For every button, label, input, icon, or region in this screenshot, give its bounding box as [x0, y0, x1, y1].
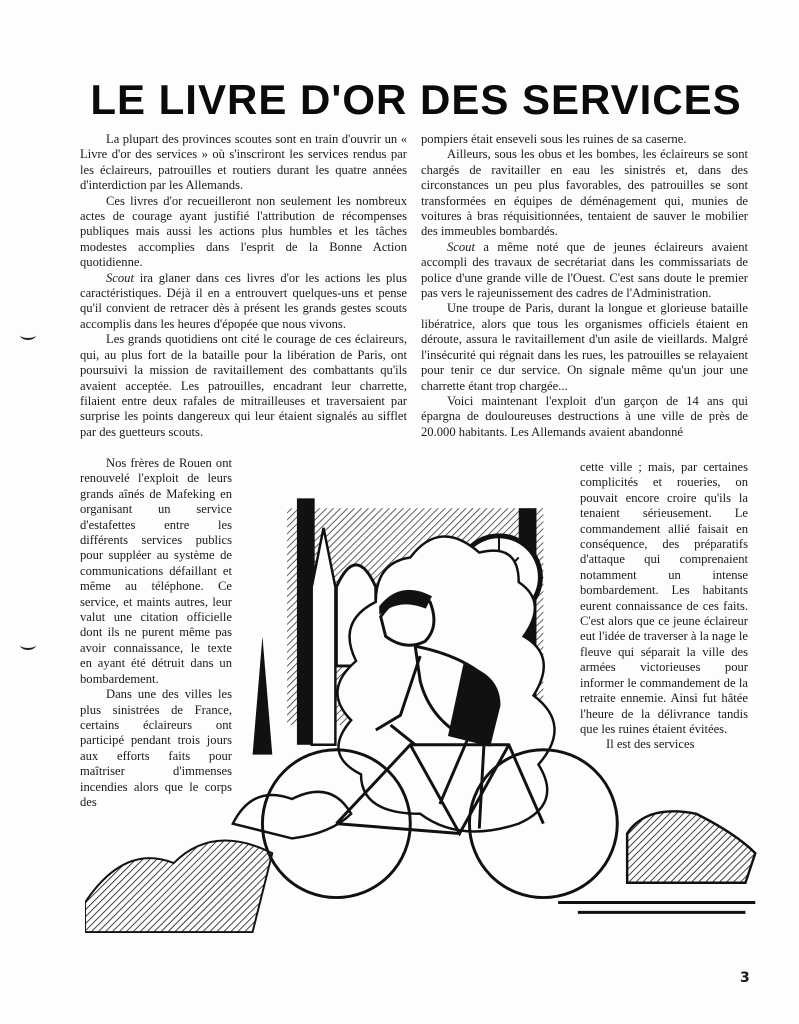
column-2	[421, 132, 748, 440]
paragraph-text: cette ville ; mais, par certaines complicités et roueries, on pouvait encore croire qu'ils la tenaient sérieusement. Le commandement allié faisait en conséquence, des préparatifs d'attaque qui comprenaient notamment un intense bombardement. Les habitants eurent connaissance de ces faits. C'est alors que ce jeune éclaireur eut l'idée de traverser à la nage le fleuve qui séparait la ville des armées victorieuses pour informer le commandement de la retraite ennemie. Ainsi fut hâtée l'heure de la délivrance tandis que les ruines étaient évitées.	[580, 460, 748, 736]
paragraph	[421, 147, 748, 239]
paragraph	[421, 301, 748, 393]
paragraph	[80, 132, 407, 194]
binding-hole-mark	[20, 330, 36, 340]
paragraph	[421, 240, 748, 302]
paragraph	[421, 132, 748, 147]
paragraph-text: Ces livres d'or recueilleront non seulement les nombreux actes de courage ayant justifié l'attribution de récompenses publiques mais aussi les actions plus humbles et les tâches modestes accomplies dans l'esprit de la Bonne Action quotidienne.	[80, 193, 407, 270]
paragraph-text: pompiers était enseveli sous les ruines de sa caserne.	[421, 132, 687, 146]
paragraph-text: Les grands quotidiens ont cité le courage de ces éclaireurs, qui, au plus fort de la bataille pour la libération de Paris, ont poursuivi la mission de ravitaillement des combattants qu'ils avaient acceptée. Les patrouilles, encadrant leur charrette, filaient entre deux rafales de mitrailleuses et traversaient par surprise les points dangereux qui leur étaient signalés au sifflet par des guetteurs scouts.	[80, 332, 407, 439]
article-title: LE LIVRE D'OR DES SERVICES	[90, 76, 742, 123]
paragraph-text: Dans une des villes les plus sinistrées de France, certains éclaireurs ont participé pendant trois jours aux efforts faits pour maîtriser d'immenses incendies alors que le corps des	[80, 687, 232, 809]
paragraph	[421, 394, 748, 440]
paragraph-text: a même noté que de jeunes éclaireurs avaient accompli des travaux de secrétariat dans les commissariats de police d'une grande ville de l'Ouest. C'est sans doute le premier pas vers le rajeunissement des cadres de l'Administration.	[421, 239, 748, 301]
paragraph	[80, 271, 407, 333]
paragraph-text: La plupart des provinces scoutes sont en train d'ouvrir un « Livre d'or des services » où s'inscriront les services rendus par les éclaireurs, patrouilles et routiers durant les quatre années d'interdiction par les Allemands.	[80, 132, 407, 193]
paragraph-text: Voici maintenant l'exploit d'un garçon de 14 ans qui épargna de douloureuses destructions à une ville de près de 20.000 habitants. Les Allemands avaient abandonné	[421, 393, 748, 439]
paragraph-text: Ailleurs, sous les obus et les bombes, les éclaireurs se sont chargés de ravitailler en eau les sinistrés et, dans des circonstances un peu plus favorables, des patrouilles se sont transformées en équipes de déménagement qui, munies de voitures à bras réquisitionnées, tentaient de sauver le mobilier des immeubles bombardés.	[421, 147, 748, 239]
paragraph-text: ira glaner dans ces livres d'or les actions les plus caractéristiques. Déjà il en a entrouvert quelques-uns et pense qu'il convient de retracer dès à présent les grands gestes scouts accomplis dans les heures d'épopée que nous vivons.	[80, 270, 407, 331]
paragraph-text: Une troupe de Paris, durant la longue et glorieuse bataille libératrice, alors que tous les organismes officiels étaient en déroute, assura le ravitaillement d'un asile de vieillards. Malgré l'insécurité qui régnait dans les rues, les patrouilles se relayaient pour tenir ce dur service. On signale même qu'un jour une charrette étant trop chargée...	[421, 301, 748, 393]
paragraph-text: Il est des services	[606, 737, 695, 752]
paragraph	[80, 332, 407, 440]
italic-magazine-name: Scout	[447, 239, 475, 254]
page-number: 3	[740, 970, 750, 986]
column-1	[80, 132, 407, 440]
italic-magazine-name: Scout	[106, 270, 134, 285]
binding-hole-mark	[20, 640, 36, 650]
paragraph-text: Nos frères de Rouen ont renouvelé l'exploit de leurs grands aînés de Mafeking en organisant un service d'estafettes entre les différents services publics pour suppléer au système de communications défaillant et même au téléphone. Ce service, et maints autres, leur valut une citation officielle dont ils ne purent même pas avoir connaissance, le texte en ayant été détruit dans un bombardement.	[80, 456, 232, 686]
smoke-clouds	[233, 536, 555, 838]
illustration-scout-on-bicycle	[85, 495, 775, 965]
paragraph	[80, 194, 407, 271]
